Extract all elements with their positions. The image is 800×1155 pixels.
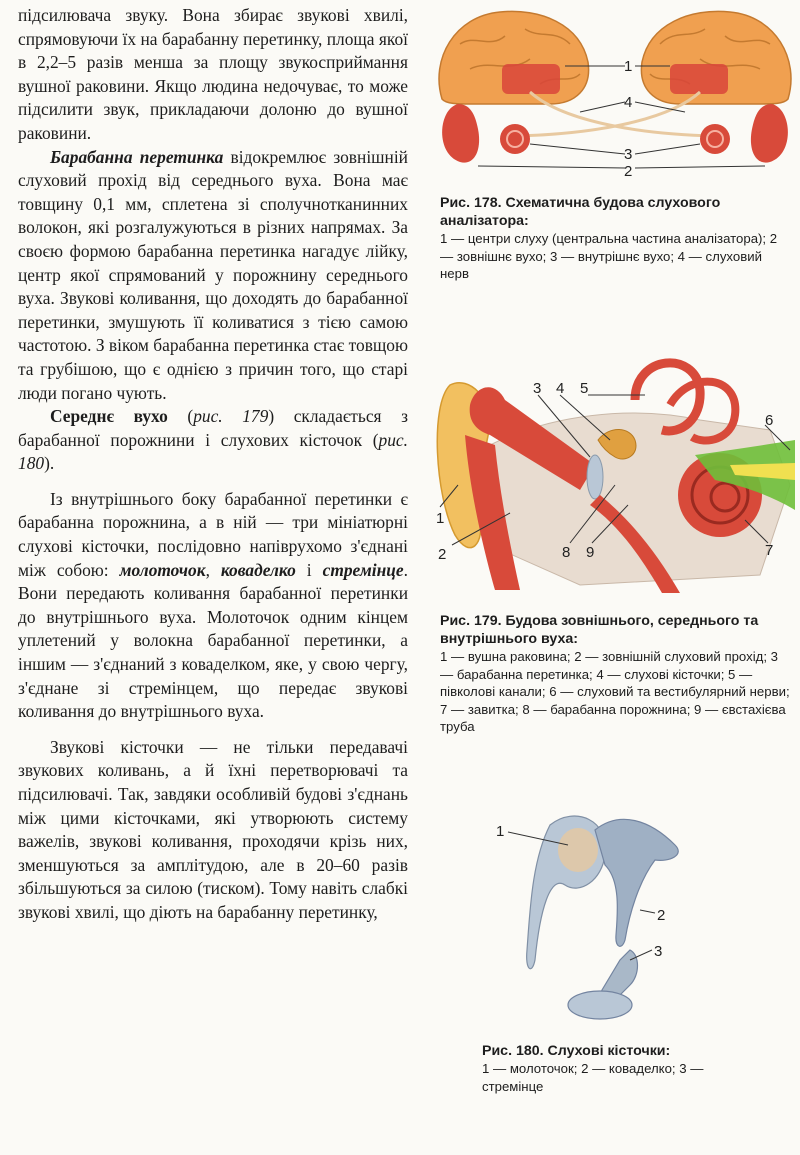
fig179-label-4: 4 bbox=[556, 380, 565, 397]
term-stapes: стремінце bbox=[322, 559, 404, 580]
paragraph-3-text-b: ) складається з барабанної порожнини і слухових кісточок ( bbox=[18, 406, 409, 450]
paragraph-5: Звукові кісточки — не тільки передавачі звукових коливань, а й їхні перетворювачі та підсилювачі. Так, завдяки особливій будові з'єднань між цими кісточками, які утворюють систему важелів, звукові коливання, проходячи крізь них, зменшуються за амплітудою, але в 20–60 разів збільшуються за силою (тиском). Тому навіть слабкі звукові хвилі, що діють на барабанну перетинку, bbox=[18, 736, 408, 922]
paragraph-4-and: і bbox=[295, 559, 323, 580]
figure-178-legend: 1 — центри слуху (центральна частина аналізатора); 2 — зовнішнє вухо; 3 — внутрішнє вухо; 4 — слуховий нерв bbox=[440, 231, 778, 282]
body-text-column bbox=[18, 4, 408, 925]
figure-180-legend: 1 — молоточок; 2 — коваделко; 3 — стремінце bbox=[482, 1061, 704, 1094]
paragraph-2-text: відокремлює зовнішній слуховий прохід від середнього вуха. Вона має товщину 0,1 мм, сплетена зі сполучнотканинних волокон, які розгалужуються в різних напрямах. За своєю формою барабанна перетинка нагадує лійку, центр якої спрямований у порожнину середнього вуха. Звукові коливання, що доходять до барабанної перетинки, змушують її коливатися з тією самою частотою. З віком барабанна перетинка стає товщою та грубішою, що є однією з причин того, що старі люди погано чують. bbox=[18, 146, 408, 403]
fig180-label-3: 3 bbox=[654, 943, 663, 960]
figure-178-auditory-analyzer bbox=[430, 4, 800, 184]
eardrum bbox=[587, 455, 603, 499]
paragraph-3-text-a: ( bbox=[167, 406, 194, 427]
paragraph-4 bbox=[18, 488, 408, 724]
fig180-label-1: 1 bbox=[496, 823, 505, 840]
term-incus: коваделко bbox=[220, 559, 296, 580]
term-middle-ear: Середнє вухо bbox=[50, 406, 168, 427]
fig178-label-2: 2 bbox=[624, 163, 633, 180]
figure-179-caption bbox=[440, 612, 790, 736]
figure-ref-180: рис. 180 bbox=[18, 429, 408, 474]
fig179-label-9: 9 bbox=[586, 544, 595, 561]
hearing-center-right bbox=[670, 64, 728, 94]
fig178-label-3: 3 bbox=[624, 146, 633, 163]
fig179-label-7: 7 bbox=[765, 542, 774, 559]
fig179-label-2: 2 bbox=[438, 546, 447, 563]
hearing-center-left bbox=[502, 64, 560, 94]
term-eardrum: Барабанна перетинка bbox=[50, 146, 224, 167]
fig178-label-4: 4 bbox=[624, 94, 633, 111]
figure-178-title: Рис. 178. Схематична будова слухового аналізатора: bbox=[440, 195, 721, 229]
fig178-label-1: 1 bbox=[624, 58, 633, 75]
figure-179-ear-structure bbox=[430, 345, 800, 595]
outer-ear-right bbox=[751, 104, 788, 163]
figure-179-legend: 1 — вушна раковина; 2 — зовнішній слуховий прохід; 3 — барабанна перетинка; 4 — слухові кісточки; 5 — півколові канали; 6 — слуховий та вестибулярний нерви; 7 — завитка; 8 — барабанна порожнина; 9 — євстахієва труба bbox=[440, 649, 790, 735]
fig179-label-5: 5 bbox=[580, 380, 589, 397]
paragraph-1: підсилювача звуку. Вона збирає звукові хвилі, спрямовуючи їх на барабанну перетинку, площа якої в 2,2–5 разів менша за площу звукосприймання вушної раковини. Якщо людина недочуває, то може підсилити звук, прикладаючи долоню до вушної раковини. bbox=[18, 5, 408, 143]
term-malleus: молоточок bbox=[119, 559, 206, 580]
paragraph-4-comma: , bbox=[205, 559, 221, 580]
figure-ref-179: рис. 179 bbox=[193, 406, 269, 427]
figure-180-ossicles bbox=[480, 800, 710, 1035]
paragraph-2 bbox=[18, 146, 408, 406]
figure-180-caption bbox=[482, 1042, 742, 1095]
inner-ear-left bbox=[500, 124, 530, 154]
incus bbox=[595, 819, 678, 946]
paragraph-3 bbox=[18, 405, 408, 476]
figure-178-caption bbox=[440, 194, 790, 283]
figure-179-title: Рис. 179. Будова зовнішнього, середнього та внутрішнього вуха: bbox=[440, 613, 759, 647]
paragraph-4-text-b: . Вони передають коливання барабанної перетинки до внутрішнього вуха. Молоточок одним кінцем уплетений у волокна барабанної перетинки, а іншим — з'єднаний з коваделком, яке, у свою чергу, з'єднане зі стремінцем, що передає звукові коливання до внутрішнього вуха. bbox=[18, 559, 408, 722]
fig179-label-3: 3 bbox=[533, 380, 542, 397]
paragraph-3-text-c: ). bbox=[44, 453, 55, 474]
fig179-label-6: 6 bbox=[765, 412, 774, 429]
paragraph-4-text-a: Із внутрішнього боку барабанної перетинки є барабанна порожнина, а в ній — три мініатюрні слухові кісточки, послідовно напіврухомо з'єднані між собою: bbox=[18, 488, 408, 580]
outer-ear-left bbox=[442, 104, 479, 163]
inner-ear-right bbox=[700, 124, 730, 154]
fig179-label-1: 1 bbox=[436, 510, 445, 527]
fig179-label-8: 8 bbox=[562, 544, 571, 561]
figure-180-title: Рис. 180. Слухові кісточки: bbox=[482, 1043, 671, 1059]
fig180-label-2: 2 bbox=[657, 907, 666, 924]
